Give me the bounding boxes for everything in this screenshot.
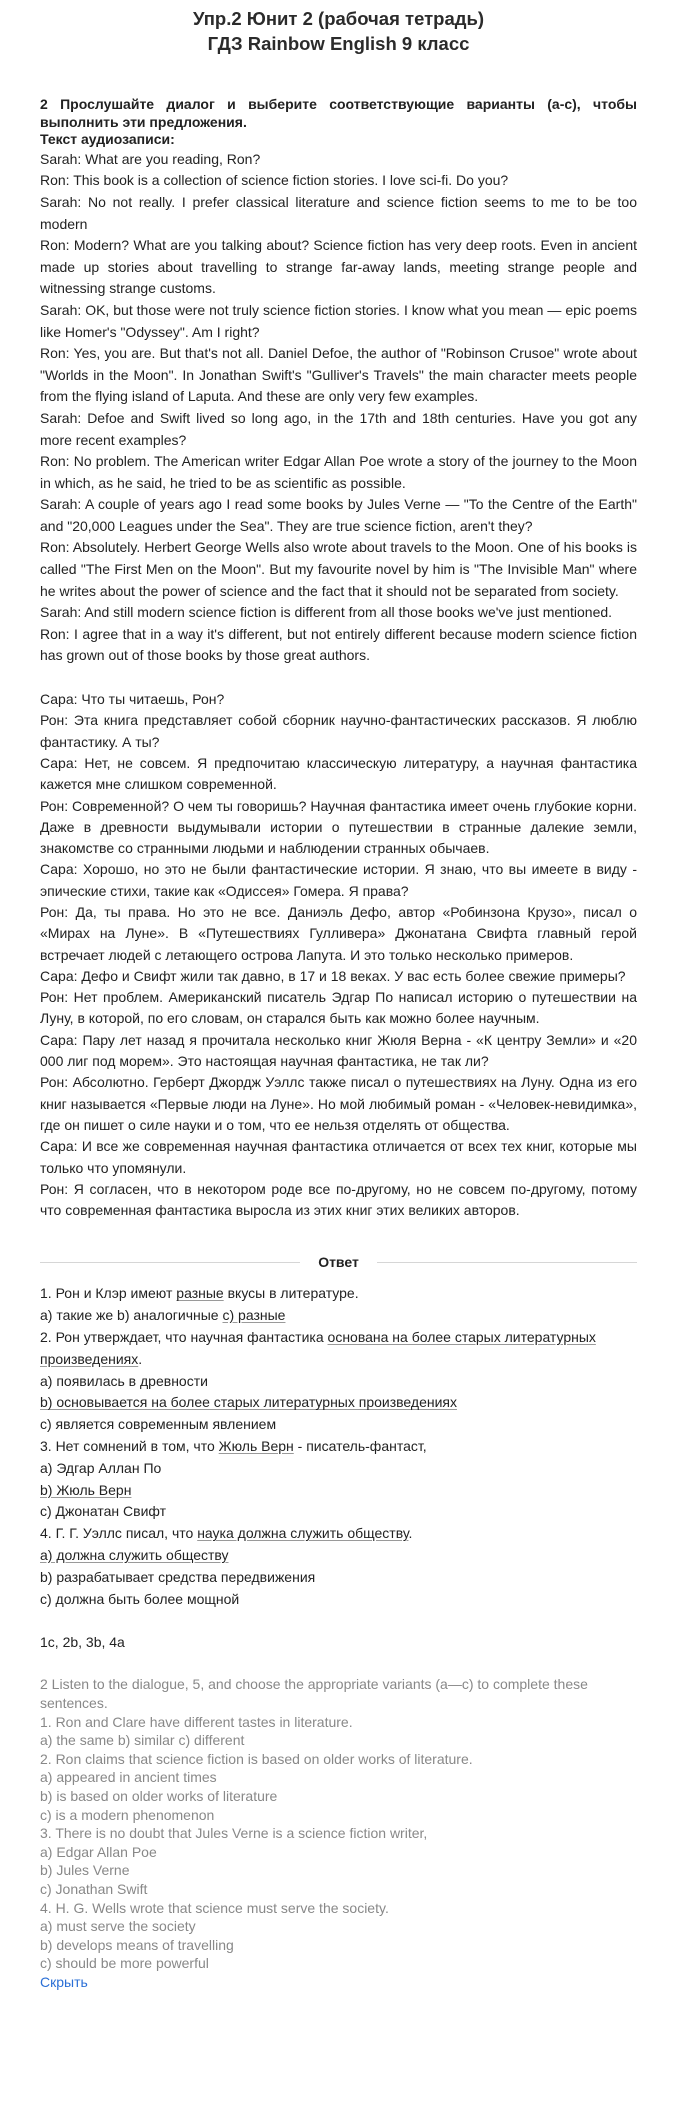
answer-list <box>40 1283 637 1610</box>
answer-divider <box>40 1254 637 1270</box>
english-task-line: 3. There is no doubt that Jules Verne is a science fiction writer, <box>40 1825 428 1842</box>
english-task-line: c) Jonathan Swift <box>40 1880 148 1897</box>
dialogue-line: Сара: Нет, не совсем. Я предпочитаю классическую литературу, а научная фантастика кажется мне слишком современной. <box>40 754 637 793</box>
dialogue-line: Рон: Современной? О чем ты говоришь? Научная фантастика имеет очень глубокие корни. Даже в древности выдумывали истории о путешествии в странные далекие земли, знакомстве со странными людьми и наблюдении странных обычаев. <box>40 797 637 857</box>
english-task-line: 4. H. G. Wells wrote that science must serve the society. <box>40 1899 389 1916</box>
dialogue-line: Рон: Эта книга представляет собой сборник научно-фантастических рассказов. Я люблю фантастику. А ты? <box>40 712 637 750</box>
english-task-line: a) appeared in ancient times <box>40 1769 217 1786</box>
answer-heading: Ответ <box>318 1254 359 1271</box>
dialogue-line: Ron: Modern? What are you talking about? Science fiction has very deep roots. Even in ancient made up stories about travelling to strange far-away lands, meeting strange people and witnessing strange customs. <box>40 237 637 297</box>
correct-answer-highlight: Жюль Верн <box>218 1438 294 1455</box>
correct-answer-highlight: наука должна служить обществу <box>197 1525 409 1542</box>
dialogue-line: Сара: Что ты читаешь, Рон? <box>40 691 225 708</box>
question-3-option-b <box>40 1480 637 1502</box>
question-4-option-c: с) должна быть более мощной <box>40 1590 240 1607</box>
divider-line-right <box>377 1262 637 1263</box>
question-4: 4. Г. Г. Уэллс писал, что наука должна служить обществу. <box>40 1525 413 1542</box>
transcript-label: Текст аудиозаписи: <box>40 131 175 148</box>
english-task-line: a) must serve the society <box>40 1918 196 1935</box>
english-task-line: 1. Ron and Clare have different tastes in literature. <box>40 1713 353 1730</box>
correct-option: с) разные <box>222 1307 286 1324</box>
english-task-line: c) should be more powerful <box>40 1955 209 1972</box>
english-task-line: c) is a modern phenomenon <box>40 1806 215 1823</box>
question-4-option-a <box>40 1545 637 1567</box>
page-title <box>40 6 637 56</box>
english-task-line: b) is based on older works of literature <box>40 1787 278 1804</box>
question-1: 1. Рон и Клэр имеют разные вкусы в литературе. <box>40 1285 359 1302</box>
question-2-option-a: а) появилась в древности <box>40 1372 208 1389</box>
dialogue-line: Ron: Absolutely. Herbert George Wells also wrote about travels to the Moon. One of his books is called "The First Men on the Moon". But my favourite novel by him is "The Invisible Man" where he writes about the power of science and the fact that it should not be separated from society. <box>40 539 637 599</box>
dialogue-line: Sarah: Defoe and Swift lived so long ago, in the 17th and 18th centuries. Have you got any more recent examples? <box>40 409 637 448</box>
english-task-line: 2. Ron claims that science fiction is based on older works of literature. <box>40 1750 473 1767</box>
english-task-line: b) Jules Verne <box>40 1862 130 1879</box>
question-2-option-b <box>40 1392 637 1414</box>
english-task-line: 2 Listen to the dialogue, 5, and choose the appropriate variants (a—c) to complete these sentences. <box>40 1676 588 1711</box>
title-line-1: Упр.2 Юнит 2 (рабочая тетрадь) <box>192 8 485 29</box>
english-task-line: b) develops means of travelling <box>40 1936 234 1953</box>
dialogue-line: Сара: И все же современная научная фантастика отличается от всех тех книг, которые мы только что упомянули. <box>40 1138 637 1176</box>
dialogue-line: Sarah: A couple of years ago I read some books by Jules Verne — "To the Centre of the Earth" and "20,000 Leagues under the Sea". They are true science fiction, aren't they? <box>40 496 637 534</box>
dialogue-line: Ron: This book is a collection of science fiction stories. I love sci-fi. Do you? <box>40 172 509 189</box>
correct-option: b) основывается на более старых литературных произведениях <box>40 1394 457 1411</box>
dialogue-english <box>40 149 637 667</box>
dialogue-line: Ron: No problem. The American writer Edgar Allan Poe wrote a story of the journey to the Moon in which, as he said, he tried to be as scientific as possible. <box>40 453 637 491</box>
dialogue-line: Сара: Дефо и Свифт жили так давно, в 17 и 18 веках. У вас есть более свежие примеры? <box>40 967 626 984</box>
question-2-option-c: с) является современным явлением <box>40 1416 277 1433</box>
final-answer: 1c, 2b, 3b, 4a <box>40 1634 125 1651</box>
correct-answer-highlight: разные <box>176 1285 224 1302</box>
divider-line-left <box>40 1262 300 1263</box>
question-3: 3. Нет сомнений в том, что Жюль Верн - писатель-фантаст, <box>40 1438 427 1455</box>
dialogue-line: Ron: I agree that in a way it's different, but not entirely different because modern science fiction has grown out of those books by those great authors. <box>40 625 637 664</box>
question-1-options: а) такие же b) аналогичные с) разные <box>40 1307 286 1324</box>
dialogue-line: Sarah: OK, but those were not truly science fiction stories. I know what you mean — epic poems like Homer's "Odyssey". Am I right? <box>40 301 637 340</box>
correct-option: b) Жюль Верн <box>40 1481 132 1498</box>
correct-option: а) должна служить обществу <box>40 1547 229 1564</box>
collapse-link[interactable]: Скрыть <box>40 1973 88 1990</box>
english-task-line: a) Edgar Allan Poe <box>40 1843 157 1860</box>
dialogue-line: Рон: Нет проблем. Американский писатель Эдгар По написал историю о путешествии на Луну, в которой, по его словам, он старался быть как можно более научным. <box>40 989 637 1027</box>
dialogue-line: Sarah: What are you reading, Ron? <box>40 150 261 167</box>
dialogue-line: Рон: Я согласен, что в некотором роде все по-другому, но не совсем по-другому, потому что современная фантастика выросла из этих книг этих великих авторов. <box>40 1180 637 1219</box>
dialogue-line: Ron: Yes, you are. But that's not all. Daniel Defoe, the author of "Robinson Crusoe" wrote about "Worlds in the Moon". In Jonathan Swift's "Gulliver's Travels" the main character meets people from the flying island of Laputa. And these are only very few examples. <box>40 345 637 405</box>
title-line-2: ГДЗ Rainbow English 9 класс <box>207 33 470 54</box>
english-task <box>40 1675 637 1973</box>
dialogue-line: Сара: Пару лет назад я прочитала несколько книг Жюля Верна - «К центру Земли» и «20 000 лиг под морем». Это настоящая научная фантастика, не так ли? <box>40 1031 637 1070</box>
dialogue-line: Рон: Да, ты права. Но это не все. Даниэль Дефо, автор «Робинзона Крузо», писал о «Мирах на Луне». В «Путешествиях Гулливера» Джонатана Свифта главный герой встречает людей с летающего острова Лапута. И это только несколько примеров. <box>40 904 637 963</box>
dialogue-line: Рон: Абсолютно. Герберт Джордж Уэллс также писал о путешествиях на Луну. Одна из его книг называется «Первые люди на Луне». Но мой любимый роман - «Человек-невидимка», где он пишет о силе науки и о том, что ее нельзя отделять от общества. <box>40 1074 637 1133</box>
question-3-option-c: с) Джонатан Свифт <box>40 1503 167 1520</box>
dialogue-line: Sarah: And still modern science fiction is different from all those books we've just mentioned. <box>40 604 613 621</box>
dialogue-line: Сара: Хорошо, но это не были фантастические истории. Я знаю, что вы имеете в виду - эпические стихи, такие как «Одиссея» Гомера. Я права? <box>40 861 637 899</box>
question-3-option-a: а) Эдгар Аллан По <box>40 1459 162 1476</box>
dialogue-line: Sarah: No not really. I prefer classical literature and science fiction seems to me to be too modern <box>40 193 637 232</box>
question-2: 2. Рон утверждает, что научная фантастика основана на более старых литературных произведениях. <box>40 1329 596 1367</box>
task-instruction: 2 Прослушайте диалог и выберите соответствующие варианты (а-с), чтобы выполнить эти предложения. <box>40 96 637 130</box>
correct-answer-highlight: основана на более старых литературных произведениях <box>40 1329 596 1367</box>
question-4-option-b: b) разрабатывает средства передвижения <box>40 1568 316 1585</box>
dialogue-russian <box>40 689 637 1221</box>
english-task-line: a) the same b) similar c) different <box>40 1732 245 1749</box>
